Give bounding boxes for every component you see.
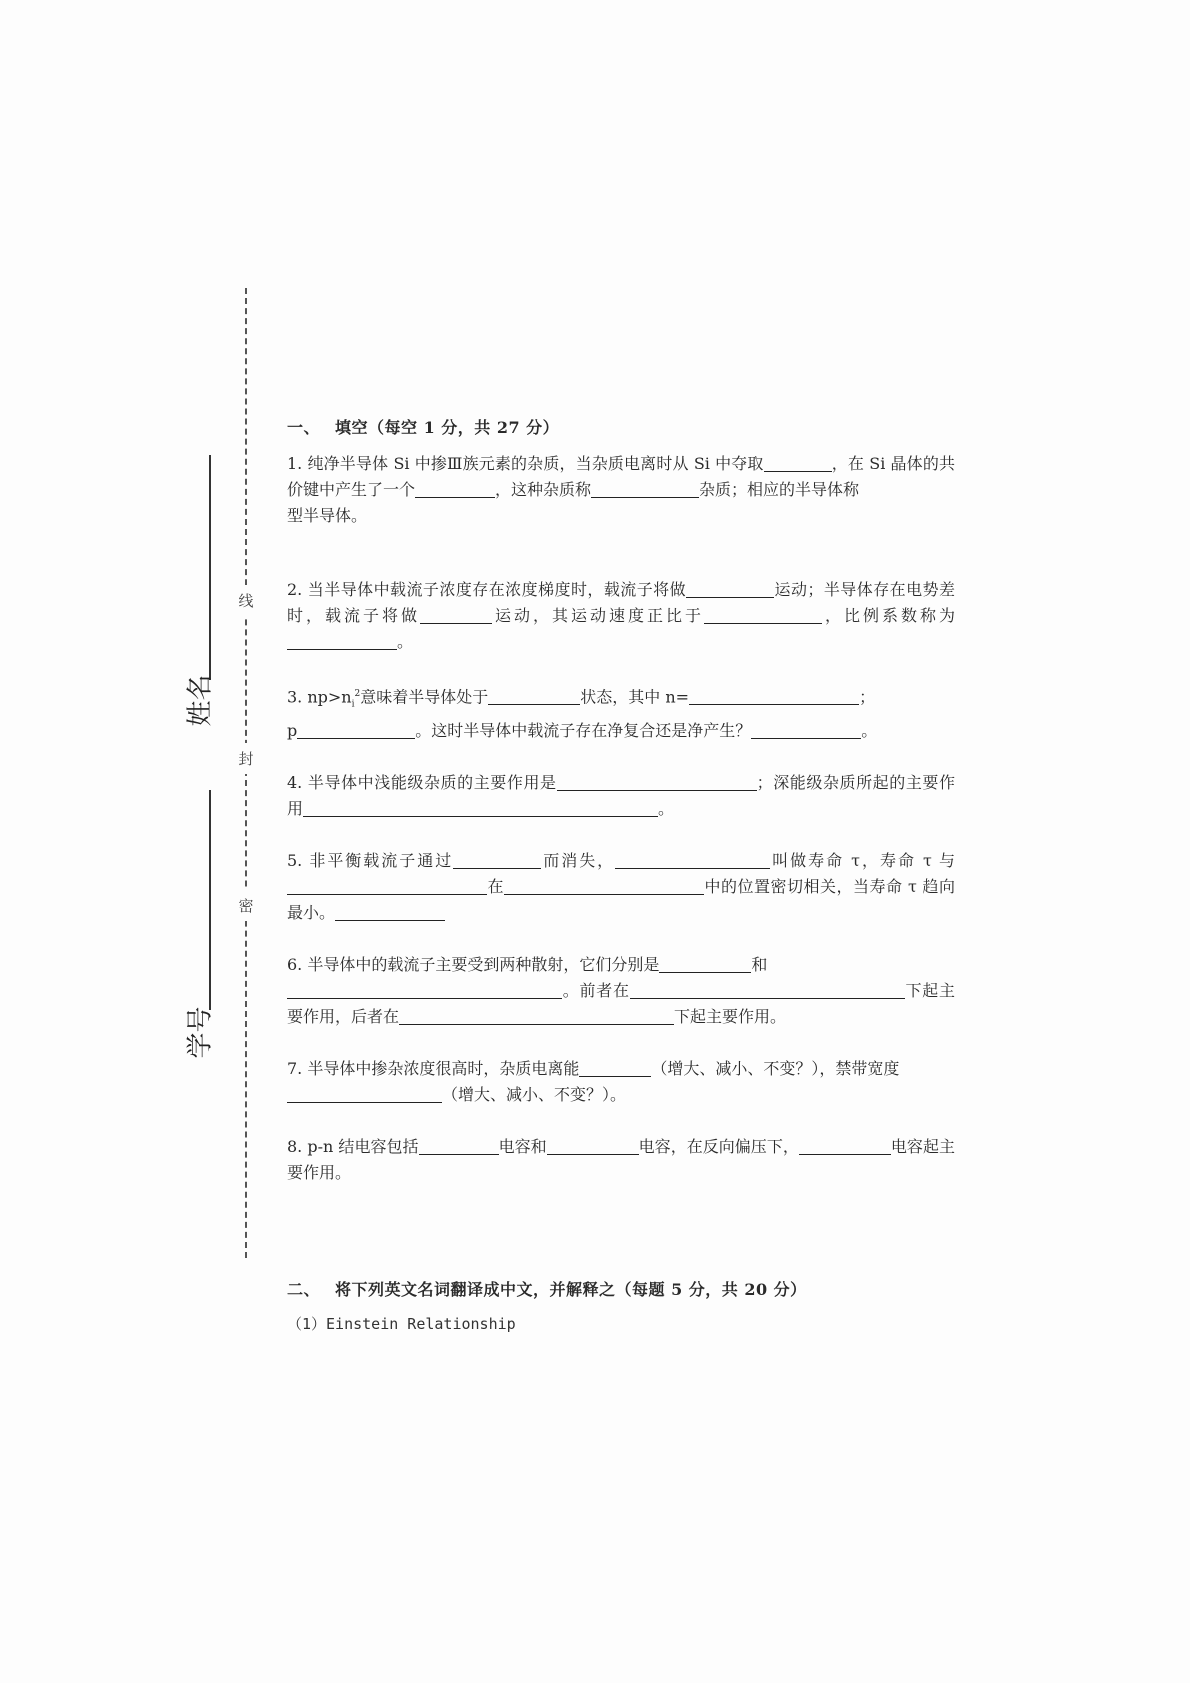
answer-blank[interactable]	[415, 479, 495, 498]
question-6: 6. 半导体中的载流子主要受到两种散射，它们分别是 和 。前者在 下起主要作用，后者在 下起主要作用。	[287, 954, 955, 1026]
answer-blank[interactable]	[689, 686, 859, 705]
answer-blank[interactable]	[399, 1006, 674, 1025]
answer-blank[interactable]	[579, 1058, 651, 1077]
answer-blank[interactable]	[686, 579, 774, 598]
answer-blank[interactable]	[547, 1136, 639, 1155]
answer-blank[interactable]	[659, 954, 751, 973]
term-item-1: （1）Einstein Relationship	[287, 1315, 516, 1333]
question-4: 4. 半导体中浅能级杂质的主要作用是 ；深能级杂质所起的主要作用 。	[287, 772, 955, 818]
answer-blank[interactable]	[287, 980, 562, 999]
seal-char-secret: 密	[236, 890, 256, 921]
answer-blank[interactable]	[615, 850, 770, 869]
answer-blank[interactable]	[420, 605, 492, 624]
answer-blank[interactable]	[630, 980, 905, 999]
answer-blank[interactable]	[335, 902, 445, 921]
answer-blank[interactable]	[419, 1136, 499, 1155]
name-blank-line	[209, 455, 211, 680]
answer-blank[interactable]	[287, 631, 397, 650]
answer-blank[interactable]	[751, 720, 861, 739]
question-7: 7. 半导体中掺杂浓度很高时，杂质电离能 （增大、减小、不变？），禁带宽度 （增大、减小、不变？）。	[287, 1058, 900, 1104]
answer-blank[interactable]	[297, 720, 415, 739]
section-fill-in	[287, 415, 955, 1212]
question-1: 1. 纯净半导体 Si 中掺Ⅲ族元素的杂质，当杂质电离时从 Si 中夺取 ，在 Si 晶体的共价键中产生了一个 ，这种杂质称 杂质；相应的半导体称 型半导体。	[287, 454, 955, 525]
seal-char-seal: 封	[236, 743, 256, 774]
name-label: 姓名	[185, 674, 216, 727]
answer-blank[interactable]	[488, 686, 580, 705]
answer-blank[interactable]	[287, 876, 487, 895]
answer-blank[interactable]	[287, 1084, 442, 1103]
section1-heading: 一、 填空（每空 1 分，共 27 分）	[287, 418, 560, 437]
answer-blank[interactable]	[704, 605, 822, 624]
section2-heading: 二、 将下列英文名词翻译成中文，并解释之（每题 5 分，共 20 分）	[287, 1280, 807, 1299]
seal-char-line: 线	[236, 585, 256, 616]
question-5: 5. 非平衡载流子通过 而消失， 叫做寿命 τ，寿命 τ 与在 中的位置密切相关，当寿命 τ 趋向最小。	[287, 850, 955, 922]
answer-blank[interactable]	[591, 479, 699, 498]
answer-blank[interactable]	[799, 1136, 891, 1155]
answer-blank[interactable]	[764, 453, 832, 472]
answer-blank[interactable]	[504, 876, 704, 895]
question-2: 2. 当半导体中载流子浓度存在浓度梯度时，载流子将做 运动；半导体存在电势差时，载流子将做 运动，其运动速度正比于 ，比例系数称为。	[287, 580, 955, 651]
question-3: 3. $np>n_i^2$意味着半导体处于 状态，其中 n= ； p 。这时半导体中载流子存在净复合还是净产生？ 。	[287, 687, 878, 740]
id-blank-line	[209, 790, 211, 1010]
answer-blank[interactable]	[557, 772, 757, 791]
answer-blank[interactable]	[303, 798, 658, 817]
question-8: 8. p-n 结电容包括 电容和 电容，在反向偏压下， 电容起主要作用。	[287, 1136, 955, 1182]
answer-blank[interactable]	[453, 850, 541, 869]
id-label: 学号	[185, 1006, 216, 1059]
section-translate	[287, 1277, 955, 1334]
